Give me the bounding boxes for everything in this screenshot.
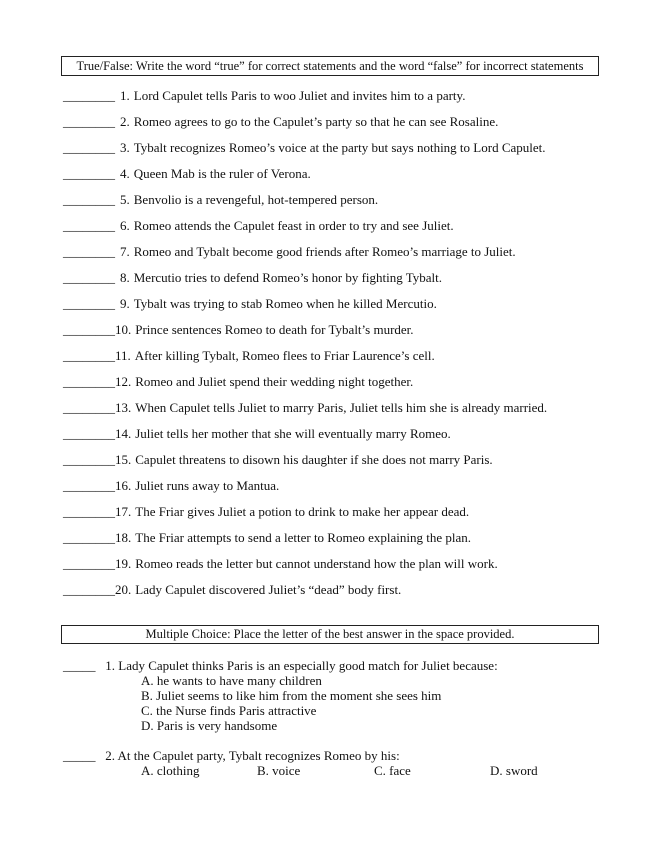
answer-blank[interactable]: ________ xyxy=(63,244,115,259)
true-false-item xyxy=(63,553,547,579)
item-number: 7. xyxy=(120,244,130,259)
mc-question-2 xyxy=(63,748,400,763)
statement-text: Romeo and Juliet spend their wedding night together. xyxy=(135,374,414,389)
true-false-item xyxy=(63,111,547,137)
answer-blank[interactable]: ________ xyxy=(63,114,115,129)
multiple-choice-header-text: Multiple Choice: Place the letter of the best answer in the space provided. xyxy=(145,627,515,641)
answer-blank[interactable]: ________ xyxy=(63,218,115,233)
true-false-item xyxy=(63,215,547,241)
true-false-item xyxy=(63,85,547,111)
answer-blank[interactable]: ________ xyxy=(63,270,115,285)
item-number: 8. xyxy=(120,270,130,285)
item-number: 6. xyxy=(120,218,130,233)
true-false-item xyxy=(63,475,547,501)
answer-blank[interactable]: ________ xyxy=(63,530,115,545)
item-number: 12. xyxy=(115,374,132,389)
item-number: 1. xyxy=(120,88,130,103)
item-number: 16. xyxy=(115,478,132,493)
answer-blank[interactable]: ________ xyxy=(63,348,115,363)
statement-text: Capulet threatens to disown his daughter if she does not marry Paris. xyxy=(135,452,493,467)
true-false-instructions xyxy=(61,56,599,76)
answer-blank[interactable]: ________ xyxy=(63,296,115,311)
statement-text: Queen Mab is the ruler of Verona. xyxy=(133,166,311,181)
true-false-list xyxy=(63,85,547,605)
answer-blank[interactable]: ________ xyxy=(63,426,115,441)
item-number: 11. xyxy=(115,348,131,363)
question-text: At the Capulet party, Tybalt recognizes Romeo by his: xyxy=(117,748,400,763)
statement-text: Mercutio tries to defend Romeo’s honor by fighting Tybalt. xyxy=(133,270,443,285)
option-d: D. Paris is very handsome xyxy=(141,718,278,733)
statement-text: After killing Tybalt, Romeo flees to Friar Laurence’s cell. xyxy=(134,348,435,363)
mc-question-1 xyxy=(63,658,498,733)
true-false-item xyxy=(63,241,547,267)
statement-text: Juliet tells her mother that she will eventually marry Romeo. xyxy=(135,426,451,441)
answer-blank[interactable]: ________ xyxy=(63,400,115,415)
answer-blank[interactable]: ________ xyxy=(63,556,115,571)
true-false-item xyxy=(63,423,547,449)
true-false-item xyxy=(63,319,547,345)
item-number: 13. xyxy=(115,400,132,415)
statement-text: Tybalt was trying to stab Romeo when he killed Mercutio. xyxy=(133,296,437,311)
statement-text: Romeo attends the Capulet feast in order to try and see Juliet. xyxy=(133,218,454,233)
true-false-item xyxy=(63,501,547,527)
item-number: 19. xyxy=(115,556,132,571)
answer-blank[interactable]: ________ xyxy=(63,166,115,181)
statement-text: The Friar gives Juliet a potion to drink to make her appear dead. xyxy=(135,504,470,519)
statement-text: Lord Capulet tells Paris to woo Juliet and invites him to a party. xyxy=(133,88,466,103)
item-number: 18. xyxy=(115,530,132,545)
multiple-choice-instructions xyxy=(61,625,599,644)
statement-text: The Friar attempts to send a letter to Romeo explaining the plan. xyxy=(135,530,471,545)
true-false-item xyxy=(63,163,547,189)
answer-blank[interactable]: ________ xyxy=(63,192,115,207)
question-number: 2. xyxy=(105,748,115,763)
item-number: 20. xyxy=(115,582,132,597)
statement-text: Romeo reads the letter but cannot understand how the plan will work. xyxy=(135,556,498,571)
option-c: C. the Nurse finds Paris attractive xyxy=(141,703,317,718)
true-false-item xyxy=(63,189,547,215)
answer-blank[interactable]: ________ xyxy=(63,452,115,467)
true-false-item xyxy=(63,449,547,475)
true-false-item xyxy=(63,345,547,371)
true-false-item xyxy=(63,293,547,319)
true-false-item xyxy=(63,527,547,553)
option-d: D. sword xyxy=(490,763,538,778)
question-number: 1. xyxy=(105,658,115,673)
true-false-item xyxy=(63,397,547,423)
item-number: 15. xyxy=(115,452,132,467)
statement-text: When Capulet tells Juliet to marry Paris, Juliet tells him she is already married. xyxy=(135,400,548,415)
item-number: 9. xyxy=(120,296,130,311)
statement-text: Lady Capulet discovered Juliet’s “dead” body first. xyxy=(135,582,402,597)
statement-text: Prince sentences Romeo to death for Tybalt’s murder. xyxy=(135,322,414,337)
item-number: 5. xyxy=(120,192,130,207)
answer-blank[interactable]: _____ xyxy=(63,658,96,673)
option-b: B. voice xyxy=(257,763,301,778)
true-false-header-text: True/False: Write the word “true” for correct statements and the word “false” for incorrect statements xyxy=(76,59,584,73)
option-b: B. Juliet seems to like him from the moment she sees him xyxy=(141,688,442,703)
statement-text: Benvolio is a revengeful, hot-tempered person. xyxy=(133,192,379,207)
option-a: A. clothing xyxy=(141,763,200,778)
item-number: 10. xyxy=(115,322,132,337)
true-false-item xyxy=(63,579,547,605)
statement-text: Juliet runs away to Mantua. xyxy=(135,478,280,493)
answer-blank[interactable]: ________ xyxy=(63,88,115,103)
answer-blank[interactable]: ________ xyxy=(63,374,115,389)
answer-blank[interactable]: ________ xyxy=(63,478,115,493)
item-number: 2. xyxy=(120,114,130,129)
answer-blank[interactable]: ________ xyxy=(63,140,115,155)
statement-text: Romeo agrees to go to the Capulet’s party so that he can see Rosaline. xyxy=(133,114,499,129)
item-number: 17. xyxy=(115,504,132,519)
item-number: 4. xyxy=(120,166,130,181)
statement-text: Tybalt recognizes Romeo’s voice at the party but says nothing to Lord Capulet. xyxy=(133,140,546,155)
option-a: A. he wants to have many children xyxy=(141,673,322,688)
true-false-item xyxy=(63,137,547,163)
statement-text: Romeo and Tybalt become good friends after Romeo’s marriage to Juliet. xyxy=(133,244,516,259)
answer-blank[interactable]: ________ xyxy=(63,322,115,337)
question-text: Lady Capulet thinks Paris is an especially good match for Juliet because: xyxy=(118,658,498,673)
true-false-item xyxy=(63,371,547,397)
item-number: 3. xyxy=(120,140,130,155)
answer-blank[interactable]: ________ xyxy=(63,582,115,597)
true-false-item xyxy=(63,267,547,293)
option-c: C. face xyxy=(374,763,411,778)
answer-blank[interactable]: _____ xyxy=(63,748,96,763)
answer-blank[interactable]: ________ xyxy=(63,504,115,519)
item-number: 14. xyxy=(115,426,132,441)
